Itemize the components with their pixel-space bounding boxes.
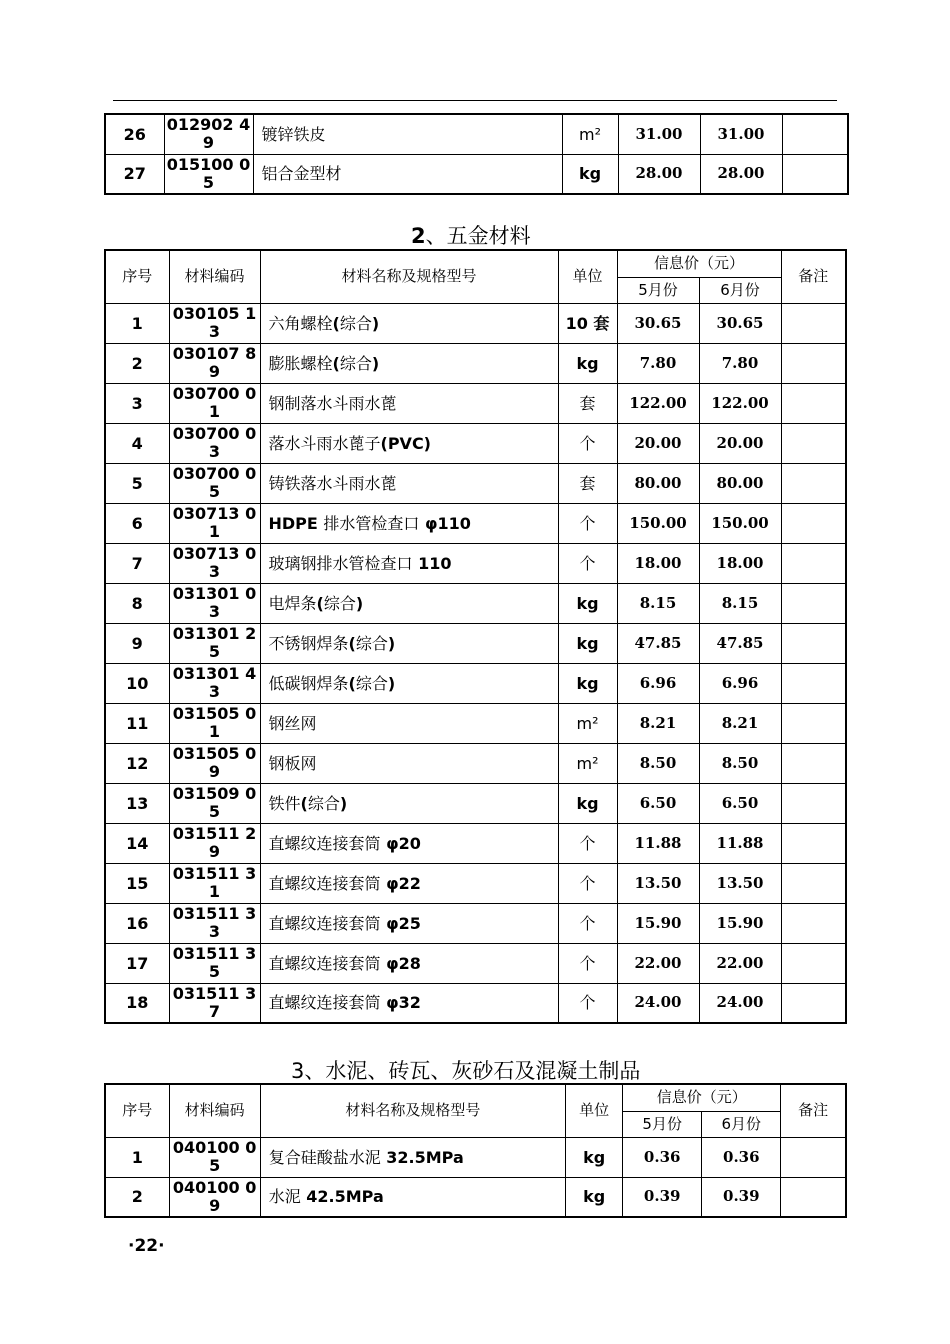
- cell-name: 直螺纹连接套筒 φ32: [260, 983, 558, 1023]
- cell-code: 030700 03: [169, 423, 260, 463]
- header-unit: 单位: [566, 1084, 623, 1137]
- cell-unit: 个: [558, 543, 617, 583]
- cell-price-jun: 8.21: [699, 703, 781, 743]
- cell-code: 031511 35: [169, 943, 260, 983]
- cell-unit: kg: [558, 623, 617, 663]
- table-row: [105, 463, 846, 503]
- cell-price-may: 8.15: [617, 583, 699, 623]
- cell-name: 六角螺栓(综合): [260, 303, 558, 343]
- cell-price-jun: 11.88: [699, 823, 781, 863]
- cell-code: 040100 09: [169, 1177, 260, 1217]
- cell-seq: 15: [105, 863, 169, 903]
- cell-seq: 14: [105, 823, 169, 863]
- cell-note: [781, 863, 846, 903]
- cement-materials-table: [104, 1083, 847, 1218]
- cell-note: [781, 583, 846, 623]
- cell-seq: 18: [105, 983, 169, 1023]
- table-row: [105, 383, 846, 423]
- cell-price-jun: 15.90: [699, 903, 781, 943]
- cell-price-jun: 6.96: [699, 663, 781, 703]
- cell-price-may: 18.00: [617, 543, 699, 583]
- cell-unit: 个: [558, 863, 617, 903]
- table-row: [105, 343, 846, 383]
- cell-price-may: 30.65: [617, 303, 699, 343]
- cell-name: 直螺纹连接套筒 φ25: [260, 903, 558, 943]
- cell-price-jun: 22.00: [699, 943, 781, 983]
- cell-name: 不锈钢焊条(综合): [260, 623, 558, 663]
- cell-price-may: 6.96: [617, 663, 699, 703]
- cell-unit: kg: [558, 583, 617, 623]
- cell-unit: m²: [558, 743, 617, 783]
- cell-seq: 13: [105, 783, 169, 823]
- header-note: 备注: [781, 250, 846, 303]
- cell-note: [781, 783, 846, 823]
- cell-seq: 9: [105, 623, 169, 663]
- header-code: 材料编码: [169, 1084, 260, 1137]
- cell-price-may: 122.00: [617, 383, 699, 423]
- header-rule: [113, 100, 837, 101]
- cell-seq: 2: [105, 1177, 169, 1217]
- continuation-table: [104, 113, 849, 195]
- cell-price-may: 0.36: [623, 1137, 702, 1177]
- cell-unit: kg: [562, 154, 618, 194]
- cell-note: [781, 623, 846, 663]
- cell-name: 电焊条(综合): [260, 583, 558, 623]
- cell-price-may: 22.00: [617, 943, 699, 983]
- cell-price-jun: 80.00: [699, 463, 781, 503]
- cell-price-may: 11.88: [617, 823, 699, 863]
- cell-seq: 3: [105, 383, 169, 423]
- cell-note: [782, 154, 848, 194]
- cell-unit: kg: [566, 1177, 623, 1217]
- cell-note: [781, 303, 846, 343]
- table-row: [105, 1177, 846, 1217]
- cell-name: 复合硅酸盐水泥 32.5MPa: [260, 1137, 565, 1177]
- table-row: [105, 903, 846, 943]
- cell-unit: m²: [558, 703, 617, 743]
- header-code: 材料编码: [169, 250, 260, 303]
- cell-unit: 套: [558, 383, 617, 423]
- cell-price-jun: 150.00: [699, 503, 781, 543]
- cell-seq: 4: [105, 423, 169, 463]
- table-row: [105, 943, 846, 983]
- section2-title: 2、五金材料: [411, 224, 531, 248]
- cell-unit: 个: [558, 943, 617, 983]
- cell-code: 030713 01: [169, 503, 260, 543]
- cell-name: 水泥 42.5MPa: [260, 1177, 565, 1217]
- cell-name: 直螺纹连接套筒 φ28: [260, 943, 558, 983]
- header-note: 备注: [781, 1084, 846, 1137]
- cell-name: 膨胀螺栓(综合): [260, 343, 558, 383]
- cell-name: 钢制落水斗雨水蓖: [260, 383, 558, 423]
- cell-unit: 个: [558, 983, 617, 1023]
- cell-price-may: 47.85: [617, 623, 699, 663]
- header-seq: 序号: [105, 250, 169, 303]
- cell-code: 015100 05: [164, 154, 253, 194]
- cell-price-jun: 13.50: [699, 863, 781, 903]
- cell-price-jun: 18.00: [699, 543, 781, 583]
- table-row: [105, 663, 846, 703]
- cell-name: 铁件(综合): [260, 783, 558, 823]
- header-price: 信息价（元）: [623, 1084, 781, 1111]
- cell-price-jun: 30.65: [699, 303, 781, 343]
- cell-code: 012902 49: [164, 114, 253, 154]
- cell-name: 直螺纹连接套筒 φ20: [260, 823, 558, 863]
- cell-note: [781, 423, 846, 463]
- cell-price-jun: 47.85: [699, 623, 781, 663]
- header-price: 信息价（元）: [617, 250, 781, 277]
- cell-price-may: 28.00: [618, 154, 700, 194]
- cell-unit: kg: [558, 783, 617, 823]
- cell-code: 040100 05: [169, 1137, 260, 1177]
- cell-code: 031511 33: [169, 903, 260, 943]
- cell-note: [781, 1137, 846, 1177]
- cell-name: 铸铁落水斗雨水蓖: [260, 463, 558, 503]
- header-name: 材料名称及规格型号: [260, 250, 558, 303]
- cell-note: [781, 383, 846, 423]
- cell-code: 031511 29: [169, 823, 260, 863]
- table-row: [105, 543, 846, 583]
- cell-name: 钢板网: [260, 743, 558, 783]
- cell-price-may: 6.50: [617, 783, 699, 823]
- cell-unit: kg: [558, 343, 617, 383]
- cell-seq: 7: [105, 543, 169, 583]
- cell-seq: 8: [105, 583, 169, 623]
- table-row: [105, 623, 846, 663]
- page-number: ·22·: [128, 1236, 165, 1256]
- header-unit: 单位: [558, 250, 617, 303]
- cell-note: [781, 343, 846, 383]
- cell-price-jun: 8.50: [699, 743, 781, 783]
- cell-code: 031511 31: [169, 863, 260, 903]
- cell-price-may: 13.50: [617, 863, 699, 903]
- cell-price-may: 20.00: [617, 423, 699, 463]
- cell-note: [781, 503, 846, 543]
- cell-code: 031511 37: [169, 983, 260, 1023]
- header-name: 材料名称及规格型号: [260, 1084, 565, 1137]
- table-row: [105, 114, 848, 154]
- cell-note: [781, 983, 846, 1023]
- header-jun: 6月份: [699, 277, 781, 303]
- cell-seq: 6: [105, 503, 169, 543]
- cell-note: [781, 1177, 846, 1217]
- cell-unit: 套: [558, 463, 617, 503]
- cell-seq: 1: [105, 303, 169, 343]
- cell-note: [781, 463, 846, 503]
- cell-code: 030105 13: [169, 303, 260, 343]
- cell-price-jun: 20.00: [699, 423, 781, 463]
- cell-code: 030700 05: [169, 463, 260, 503]
- cell-unit: 个: [558, 823, 617, 863]
- cell-seq: 5: [105, 463, 169, 503]
- cell-price-jun: 28.00: [700, 154, 782, 194]
- cell-seq: 27: [105, 154, 164, 194]
- cell-code: 031301 03: [169, 583, 260, 623]
- cell-price-jun: 0.36: [702, 1137, 781, 1177]
- cell-note: [781, 903, 846, 943]
- cell-name: HDPE 排水管检查口 φ110: [260, 503, 558, 543]
- cell-price-may: 150.00: [617, 503, 699, 543]
- table-row: [105, 983, 846, 1023]
- cell-code: 031505 09: [169, 743, 260, 783]
- cell-price-jun: 7.80: [699, 343, 781, 383]
- cell-code: 030700 01: [169, 383, 260, 423]
- cell-price-jun: 0.39: [702, 1177, 781, 1217]
- table-row: [105, 503, 846, 543]
- table-row: [105, 423, 846, 463]
- section3-title: 3、水泥、砖瓦、灰砂石及混凝土制品: [291, 1059, 641, 1083]
- cell-price-jun: 31.00: [700, 114, 782, 154]
- cell-price-may: 31.00: [618, 114, 700, 154]
- cell-seq: 26: [105, 114, 164, 154]
- cell-code: 031301 25: [169, 623, 260, 663]
- cell-price-jun: 6.50: [699, 783, 781, 823]
- header-seq: 序号: [105, 1084, 169, 1137]
- table-row: [105, 743, 846, 783]
- cell-seq: 16: [105, 903, 169, 943]
- header-jun: 6月份: [702, 1111, 781, 1137]
- table-row: [105, 823, 846, 863]
- cell-unit: kg: [566, 1137, 623, 1177]
- cell-price-jun: 24.00: [699, 983, 781, 1023]
- cell-code: 030713 03: [169, 543, 260, 583]
- cell-note: [782, 114, 848, 154]
- cell-price-jun: 8.15: [699, 583, 781, 623]
- cell-code: 030107 89: [169, 343, 260, 383]
- table-row: [105, 703, 846, 743]
- cell-unit: m²: [562, 114, 618, 154]
- cell-price-may: 8.50: [617, 743, 699, 783]
- cell-price-may: 0.39: [623, 1177, 702, 1217]
- cell-name: 铝合金型材: [253, 154, 562, 194]
- table-row: [105, 863, 846, 903]
- table-row: [105, 783, 846, 823]
- cell-unit: 10 套: [558, 303, 617, 343]
- cell-unit: kg: [558, 663, 617, 703]
- cell-name: 低碳钢焊条(综合): [260, 663, 558, 703]
- cell-price-may: 24.00: [617, 983, 699, 1023]
- cell-note: [781, 743, 846, 783]
- table-row: [105, 583, 846, 623]
- cell-seq: 11: [105, 703, 169, 743]
- cell-code: 031301 43: [169, 663, 260, 703]
- cell-code: 031509 05: [169, 783, 260, 823]
- cell-seq: 1: [105, 1137, 169, 1177]
- cell-name: 镀锌铁皮: [253, 114, 562, 154]
- hardware-materials-table: [104, 249, 847, 1024]
- cell-note: [781, 943, 846, 983]
- cell-name: 落水斗雨水蓖子(PVC): [260, 423, 558, 463]
- cell-note: [781, 703, 846, 743]
- cell-price-may: 80.00: [617, 463, 699, 503]
- cell-seq: 17: [105, 943, 169, 983]
- cell-price-may: 15.90: [617, 903, 699, 943]
- cell-name: 钢丝网: [260, 703, 558, 743]
- cell-note: [781, 823, 846, 863]
- cell-note: [781, 663, 846, 703]
- cell-price-may: 7.80: [617, 343, 699, 383]
- cell-seq: 2: [105, 343, 169, 383]
- table-row: [105, 1137, 846, 1177]
- cell-price-jun: 122.00: [699, 383, 781, 423]
- cell-name: 直螺纹连接套筒 φ22: [260, 863, 558, 903]
- header-may: 5月份: [623, 1111, 702, 1137]
- cell-seq: 10: [105, 663, 169, 703]
- cell-note: [781, 543, 846, 583]
- table-row: [105, 303, 846, 343]
- table-row: [105, 154, 848, 194]
- cell-price-may: 8.21: [617, 703, 699, 743]
- cell-code: 031505 01: [169, 703, 260, 743]
- cell-unit: 个: [558, 503, 617, 543]
- cell-name: 玻璃钢排水管检查口 110: [260, 543, 558, 583]
- header-may: 5月份: [617, 277, 699, 303]
- cell-unit: 个: [558, 903, 617, 943]
- cell-seq: 12: [105, 743, 169, 783]
- cell-unit: 个: [558, 423, 617, 463]
